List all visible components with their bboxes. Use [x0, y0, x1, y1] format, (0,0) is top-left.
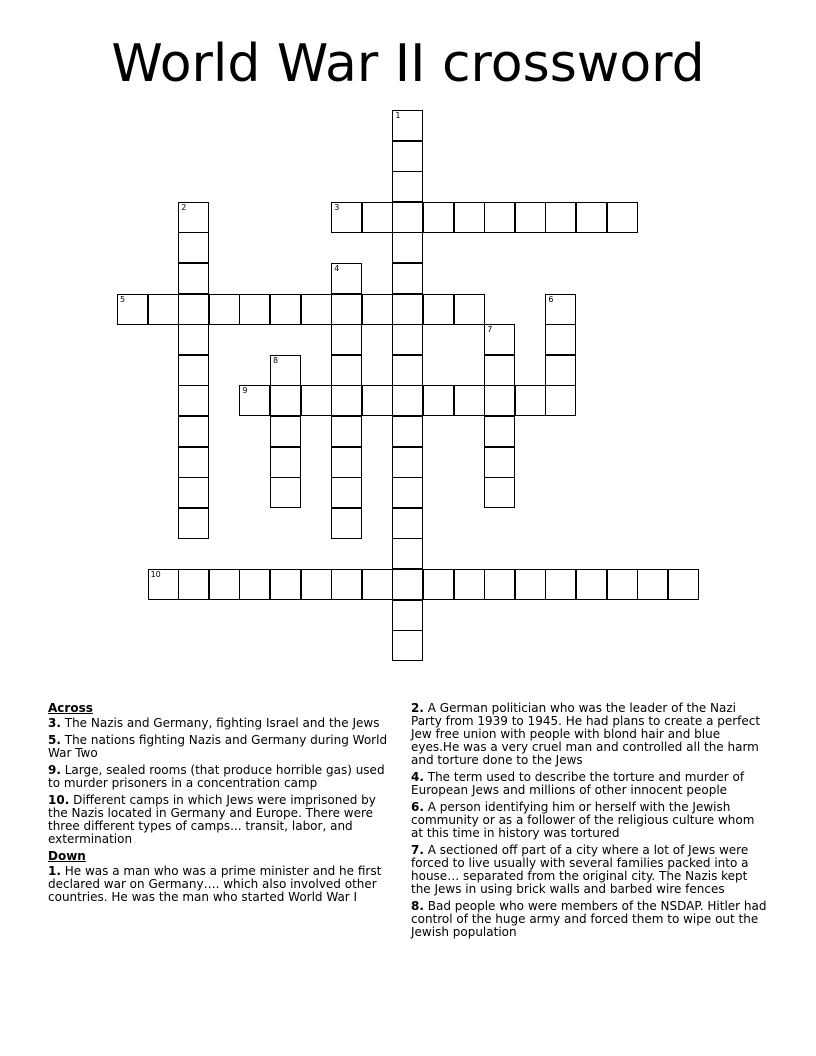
grid-cell[interactable]: [178, 232, 209, 263]
grid-cell[interactable]: [545, 569, 576, 600]
grid-cell[interactable]: [515, 202, 546, 233]
grid-cell[interactable]: [545, 294, 576, 325]
grid-cell[interactable]: [607, 569, 638, 600]
grid-cell[interactable]: [331, 508, 362, 539]
grid-cell[interactable]: [270, 355, 301, 386]
clue-number-label: 7: [487, 325, 493, 335]
grid-cell[interactable]: [362, 569, 393, 600]
grid-cell[interactable]: [301, 569, 332, 600]
grid-cell[interactable]: [576, 202, 607, 233]
grid-cell[interactable]: [484, 416, 515, 447]
clue-number-label: 1: [395, 111, 401, 120]
grid-cell[interactable]: [392, 232, 423, 263]
clues-column-right: [411, 702, 767, 943]
grid-cell[interactable]: [423, 569, 454, 600]
grid-cell[interactable]: [331, 263, 362, 294]
grid-cell[interactable]: [392, 385, 423, 416]
grid-cell[interactable]: [515, 569, 546, 600]
grid-cell[interactable]: [178, 324, 209, 355]
grid-cell[interactable]: [178, 355, 209, 386]
grid-cell[interactable]: [484, 569, 515, 600]
clue-number: 4.: [411, 770, 424, 784]
clue-down-2: [411, 702, 767, 767]
grid-cell[interactable]: [484, 447, 515, 478]
grid-cell[interactable]: [362, 385, 393, 416]
grid-cell[interactable]: [148, 294, 179, 325]
clue-number: 9.: [48, 763, 61, 777]
clue-down-8: [411, 900, 767, 939]
grid-cell[interactable]: [484, 202, 515, 233]
grid-cell[interactable]: [270, 385, 301, 416]
grid-cell[interactable]: [270, 477, 301, 508]
grid-cell[interactable]: [331, 477, 362, 508]
grid-cell[interactable]: [239, 385, 270, 416]
grid-cell[interactable]: [392, 416, 423, 447]
grid-cell[interactable]: [545, 385, 576, 416]
grid-cell[interactable]: [392, 171, 423, 202]
grid-cell[interactable]: [209, 294, 240, 325]
across-heading: Across: [48, 701, 93, 715]
grid-cell[interactable]: [392, 355, 423, 386]
grid-cell[interactable]: [331, 569, 362, 600]
clue-number: 8.: [411, 899, 424, 913]
grid-cell[interactable]: [178, 508, 209, 539]
grid-cell[interactable]: [423, 202, 454, 233]
grid-cell[interactable]: [178, 202, 209, 233]
grid-cell[interactable]: [270, 416, 301, 447]
grid-cell[interactable]: [392, 110, 423, 141]
grid-cell[interactable]: [423, 385, 454, 416]
clue-number: 6.: [411, 800, 424, 814]
grid-cell[interactable]: [392, 141, 423, 172]
clue-text: Bad people who were members of the NSDAP. Hitler had control of the huge army and forced them to wipe out the Jewish population: [411, 899, 767, 939]
clue-number: 2.: [411, 701, 424, 715]
grid-cell[interactable]: [362, 294, 393, 325]
clue-number: 3.: [48, 716, 61, 730]
grid-cell[interactable]: [331, 355, 362, 386]
grid-cell[interactable]: [301, 385, 332, 416]
grid-cell[interactable]: [178, 569, 209, 600]
grid-cell[interactable]: [392, 600, 423, 631]
clue-down-7: [411, 844, 767, 896]
clue-number: 1.: [48, 864, 61, 878]
grid-cell[interactable]: [331, 416, 362, 447]
clue-number-label: 6: [548, 294, 554, 304]
grid-cell[interactable]: [607, 202, 638, 233]
clue-number-label: 9: [242, 386, 248, 396]
grid-cell[interactable]: [484, 355, 515, 386]
grid-cell[interactable]: [270, 447, 301, 478]
grid-cell[interactable]: [454, 385, 485, 416]
grid-cell[interactable]: [392, 569, 423, 600]
grid-cell[interactable]: [178, 263, 209, 294]
clue-text: The term used to describe the torture and murder of European Jews and millions of other innocent people: [411, 770, 745, 797]
clues-column-left: [48, 702, 388, 908]
grid-cell[interactable]: [545, 202, 576, 233]
grid-cell[interactable]: [331, 447, 362, 478]
clue-text: A sectioned off part of a city where a lot of Jews were forced to live usually with several families packed into a house… separated from the original city. The Nazis kept the Jews in using brick walls and barbed wire fences: [411, 843, 749, 896]
clue-number: 7.: [411, 843, 424, 857]
grid-cell[interactable]: [209, 569, 240, 600]
grid-cell[interactable]: [454, 294, 485, 325]
clue-number-label: 4: [334, 264, 340, 273]
grid-cell[interactable]: [576, 569, 607, 600]
grid-cell[interactable]: [178, 416, 209, 447]
page-title: World War II crossword: [111, 34, 705, 94]
clue-number-label: 3: [334, 202, 340, 212]
grid-cell[interactable]: [270, 294, 301, 325]
clue-text: The Nazis and Germany, fighting Israel and the Jews: [64, 716, 380, 730]
clue-across-3: [48, 717, 388, 730]
clue-number: 10.: [48, 793, 70, 807]
grid-cell[interactable]: [392, 447, 423, 478]
grid-cell[interactable]: [392, 324, 423, 355]
grid-cell[interactable]: [423, 294, 454, 325]
clue-down-1: [48, 865, 388, 904]
clue-number-label: 10: [150, 570, 161, 579]
clue-down-6: [411, 801, 767, 840]
grid-cell[interactable]: [637, 569, 668, 600]
grid-cell[interactable]: [178, 294, 209, 325]
grid-cell[interactable]: [668, 569, 699, 600]
clue-across-9: [48, 764, 388, 790]
grid-cell[interactable]: [239, 569, 270, 600]
grid-cell[interactable]: [239, 294, 270, 325]
grid-cell[interactable]: [331, 294, 362, 325]
grid-cell[interactable]: [392, 508, 423, 539]
clue-text: Different camps in which Jews were imprisoned by the Nazis located in Germany and Europe. There were three different types of camps... transit, labor, and extermination: [48, 793, 376, 846]
grid-cell[interactable]: [331, 202, 362, 233]
clue-text: He was a man who was a prime minister and he first declared war on Germany…. which also involved other countries. He was the man who started World War I: [48, 864, 382, 904]
grid-cell[interactable]: [454, 202, 485, 233]
grid-cell[interactable]: [270, 569, 301, 600]
clue-across-5: [48, 734, 388, 760]
grid-cell[interactable]: [362, 202, 393, 233]
down-heading: Down: [48, 849, 86, 863]
grid-cell[interactable]: [148, 569, 179, 600]
grid-cell[interactable]: [117, 294, 148, 325]
grid-cell[interactable]: [392, 538, 423, 569]
grid-cell[interactable]: [515, 385, 546, 416]
grid-cell[interactable]: [178, 477, 209, 508]
grid-cell[interactable]: [484, 477, 515, 508]
grid-cell[interactable]: [545, 324, 576, 355]
clue-text: A German politician who was the leader of the Nazi Party from 1939 to 1945. He had plans to create a perfect Jew free union with people with blond hair and blue eyes.He was a very cruel man and controlled all the harm and torture done to the Jews: [411, 701, 761, 767]
clue-down-4: [411, 771, 767, 797]
grid-cell[interactable]: [484, 385, 515, 416]
clue-text: A person identifying him or herself with the Jewish community or as a follower of the religious culture whom at this time in history was tortured: [411, 800, 755, 840]
clue-number-label: 8: [273, 355, 279, 365]
clue-text: Large, sealed rooms (that produce horrible gas) used to murder prisoners in a concentration camp: [48, 763, 385, 790]
grid-cell[interactable]: [392, 477, 423, 508]
grid-cell[interactable]: [178, 385, 209, 416]
grid-cell[interactable]: [392, 294, 423, 325]
grid-cell[interactable]: [178, 447, 209, 478]
grid-cell[interactable]: [392, 202, 423, 233]
clue-number: 5.: [48, 733, 61, 747]
grid-cell[interactable]: [545, 355, 576, 386]
clue-across-10: [48, 794, 388, 846]
grid-cell[interactable]: [301, 294, 332, 325]
grid-cell[interactable]: [392, 263, 423, 294]
grid-cell[interactable]: [392, 630, 423, 661]
grid-cell[interactable]: [331, 324, 362, 355]
grid-cell[interactable]: [331, 385, 362, 416]
grid-cell[interactable]: [484, 324, 515, 355]
grid-cell[interactable]: [454, 569, 485, 600]
clue-number-label: 2: [181, 202, 187, 212]
clue-number-label: 5: [120, 294, 126, 304]
clue-text: The nations fighting Nazis and Germany during World War Two: [48, 733, 388, 760]
